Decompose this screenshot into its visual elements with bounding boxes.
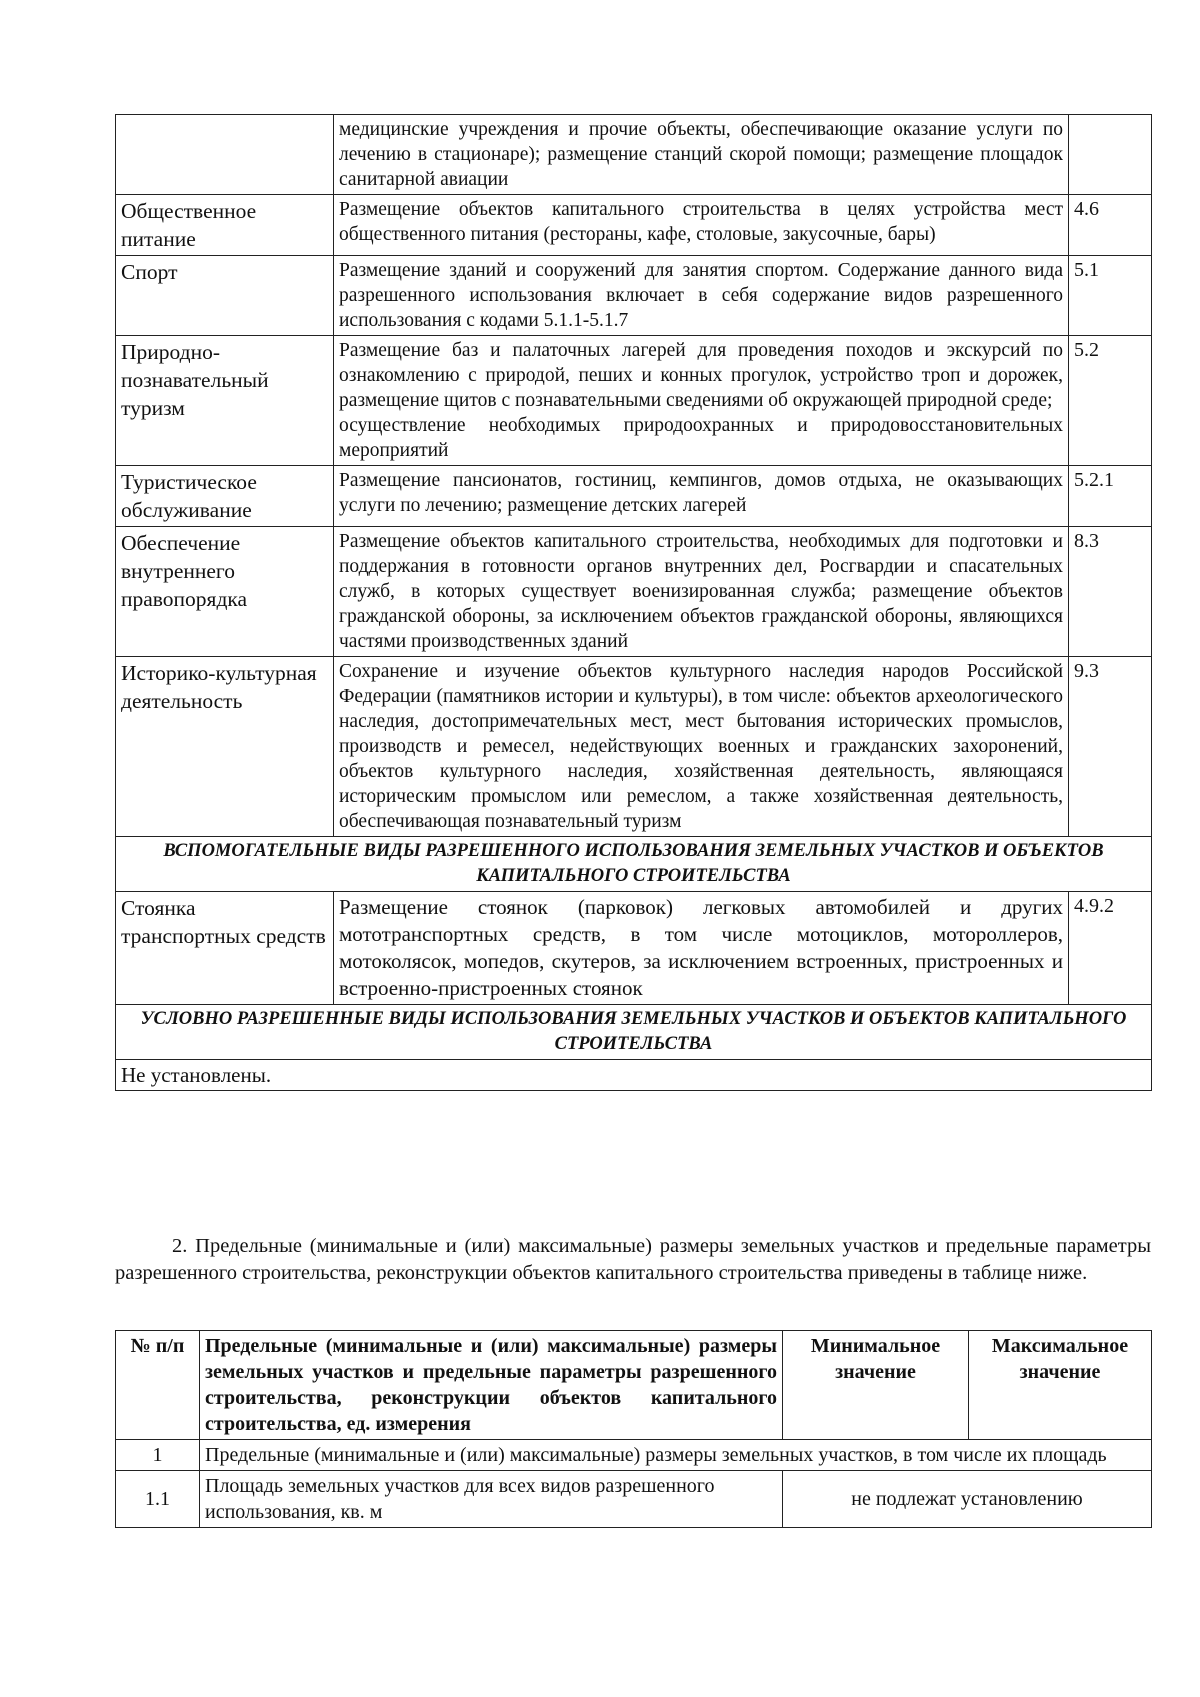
table-row <box>116 466 1152 527</box>
header-max: Максимальное значение <box>969 1331 1152 1440</box>
header-param: Предельные (минимальные и (или) максимальные) размеры земельных участков и предельные параметры разрешенного строительства, реконструкции объектов капитального строительства, ед. измерения <box>200 1331 783 1440</box>
use-name: Спорт <box>116 256 334 336</box>
row-num: 1 <box>116 1440 200 1471</box>
table-row <box>116 657 1152 837</box>
use-name: Туристическое обслуживание <box>116 466 334 527</box>
section-header-row <box>116 1005 1152 1060</box>
table-row <box>116 1440 1152 1471</box>
row-text: Площадь земельных участков для всех видов разрешенного использования, кв. м <box>200 1471 783 1528</box>
use-description: Размещение пансионатов, гостиниц, кемпингов, домов отдыха, не оказывающих услуги по лечению; размещение детских лагерей <box>334 466 1069 527</box>
table-row <box>116 1060 1152 1091</box>
parameters-table <box>115 1330 1152 1528</box>
use-description: Размещение объектов капитального строительства в целях устройства мест общественного питания (рестораны, кафе, столовые, закусочные, бары) <box>334 195 1069 256</box>
use-code: 5.2 <box>1069 336 1152 466</box>
paragraph-2: 2. Предельные (минимальные и (или) максимальные) размеры земельных участков и предельные параметры разрешенного строительства, реконструкции объектов капитального строительства приведены в таблице ниже. <box>115 1235 1151 1284</box>
use-code <box>1069 115 1152 195</box>
cond-uses-header-text: УСЛОВНО РАЗРЕШЕННЫЕ ВИДЫ ИСПОЛЬЗОВАНИЯ ЗЕМЕЛЬНЫХ УЧАСТКОВ И ОБЪЕКТОВ КАПИТАЛЬНОГО СТРОИТЕЛЬСТВА <box>140 1009 1127 1054</box>
use-description: Размещение зданий и сооружений для занятия спортом. Содержание данного вида разрешенного использования включает в себя содержание видов разрешенного использования с кодами 5.1.1-5.1.7 <box>334 256 1069 336</box>
header-min: Минимальное значение <box>783 1331 969 1440</box>
table-row <box>116 1471 1152 1528</box>
table-row <box>116 256 1152 336</box>
row-value: не подлежат установлению <box>783 1471 1152 1528</box>
use-name: Обеспечение внутреннего правопорядка <box>116 527 334 657</box>
table-header-row <box>116 1331 1152 1440</box>
use-description: Размещение объектов капитального строительства, необходимых для подготовки и поддержания в готовности органов внутренних дел, Росгвардии и спасательных служб, в которых существует военизированная служба; размещение объектов гражданской обороны, за исключением объектов гражданской обороны, являющихся частями производственных зданий <box>334 527 1069 657</box>
use-name: Стоянка транспортных средств <box>116 892 334 1005</box>
use-code: 4.6 <box>1069 195 1152 256</box>
use-description: медицинские учреждения и прочие объекты, обеспечивающие оказание услуги по лечению в стационаре); размещение станций скорой помощи; размещение площадок санитарной авиации <box>334 115 1069 195</box>
table-row <box>116 195 1152 256</box>
use-name <box>116 115 334 195</box>
use-code: 9.3 <box>1069 657 1152 837</box>
row-text: Предельные (минимальные и (или) максимальные) размеры земельных участков, в том числе их площадь <box>200 1440 1152 1471</box>
cond-uses-header <box>116 1005 1152 1060</box>
use-description: Сохранение и изучение объектов культурного наследия народов Российской Федерации (памятников истории и культуры), в том числе: объектов археологического наследия, достопримечательных мест, мест бытования исторических промыслов, производств и ремесел, недействующих военных и гражданских захоронений, объектов культурного наследия, хозяйственная деятельность, являющаяся историческим промыслом или ремеслом, а также хозяйственная деятельность, обеспечивающая познавательный туризм <box>334 657 1069 837</box>
use-name: Природно-познавательный туризм <box>116 336 334 466</box>
table-row <box>116 892 1152 1005</box>
use-name: Общественное питание <box>116 195 334 256</box>
cond-uses-value: Не установлены. <box>116 1060 1152 1091</box>
table-row <box>116 115 1152 195</box>
permitted-uses-table <box>115 114 1152 1091</box>
use-code: 5.2.1 <box>1069 466 1152 527</box>
aux-uses-header-text: ВСПОМОГАТЕЛЬНЫЕ ВИДЫ РАЗРЕШЕННОГО ИСПОЛЬЗОВАНИЯ ЗЕМЕЛЬНЫХ УЧАСТКОВ И ОБЪЕКТОВ КАПИТАЛЬНОГО СТРОИТЕЛЬСТВА <box>163 841 1104 886</box>
aux-uses-header <box>116 837 1152 892</box>
row-num: 1.1 <box>116 1471 200 1528</box>
use-name: Историко-культурная деятельность <box>116 657 334 837</box>
use-code: 5.1 <box>1069 256 1152 336</box>
use-description-part: Размещение баз и палаточных лагерей для проведения походов и экскурсий по ознакомлению с природой, пеших и конных прогулок, устройство троп и дорожек, размещение щитов с познавательными сведениями об окружающей природной среде; <box>339 340 1063 411</box>
use-code: 4.9.2 <box>1069 892 1152 1005</box>
use-code: 8.3 <box>1069 527 1152 657</box>
header-num: № п/п <box>116 1331 200 1440</box>
use-description: Размещение стоянок (парковок) легковых автомобилей и других мототранспортных средств, в том числе мотоциклов, мотороллеров, мотоколясок, мопедов, скутеров, за исключением встроенных, пристроенных и встроенно-пристроенных стоянок <box>334 892 1069 1005</box>
table-row <box>116 527 1152 657</box>
table-row <box>116 336 1152 466</box>
section-header-row <box>116 837 1152 892</box>
use-description <box>334 336 1069 466</box>
use-description-part: осуществление необходимых природоохранных и природовосстановительных мероприятий <box>339 415 1063 461</box>
